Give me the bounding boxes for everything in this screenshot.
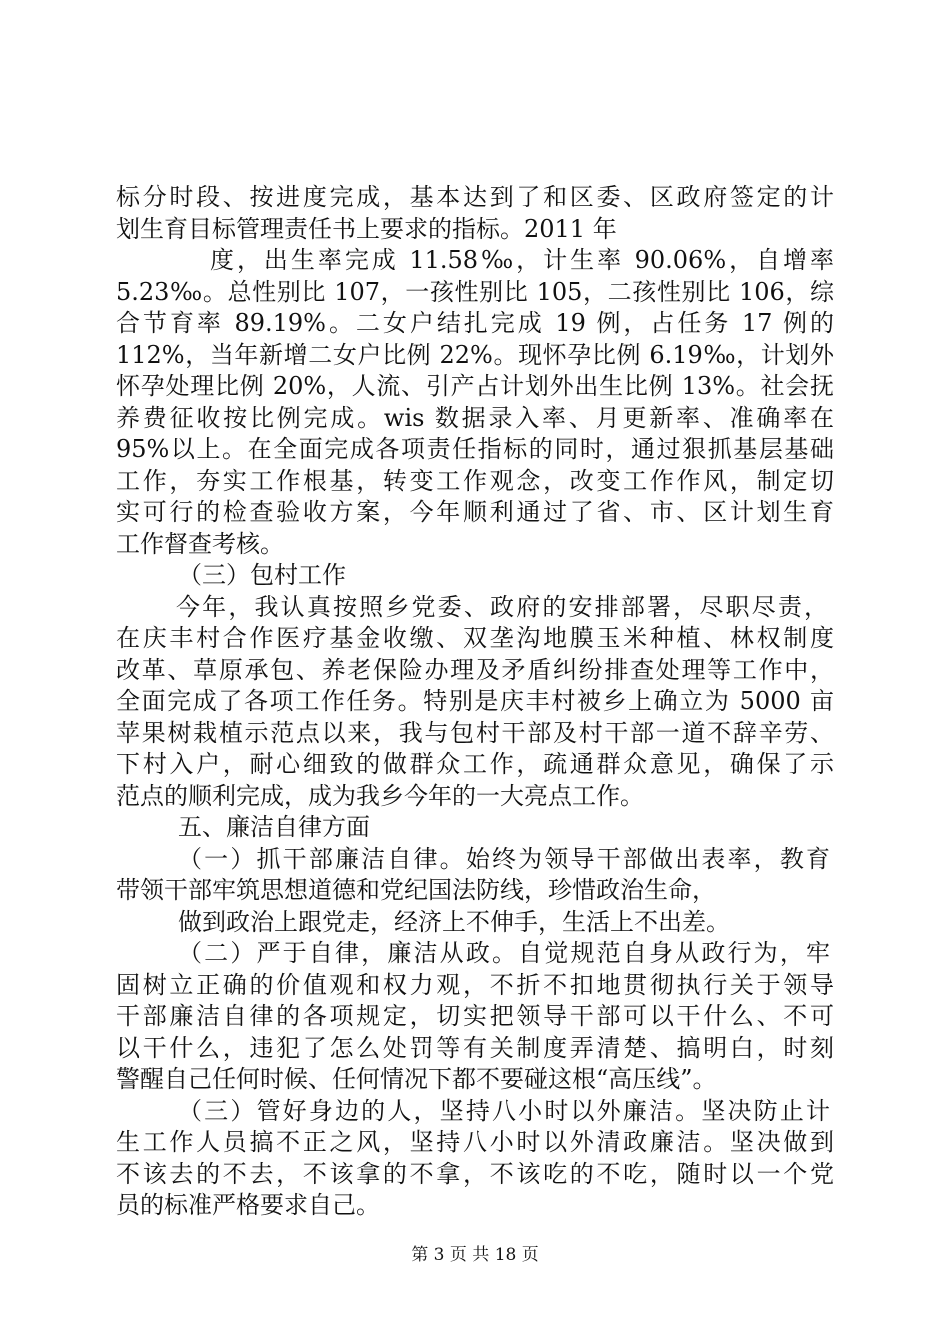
text-line — [0, 308, 950, 340]
text-line — [0, 1033, 950, 1065]
text-line-content: 做到政治上跟党走，经济上不伸手，生活上不出差。 — [178, 908, 730, 936]
text-line-content: 改革、草原承包、养老保险办理及矛盾纠纷排查处理等工作中， — [116, 656, 834, 684]
text-line-content: 在庆丰村合作医疗基金收缴、双垄沟地膜玉米种植、林权制度 — [116, 624, 834, 652]
text-line-content: 范点的顺利完成，成为我乡今年的一大亮点工作。 — [116, 782, 644, 810]
text-line — [0, 497, 950, 529]
text-line — [0, 1001, 950, 1033]
text-line-content: 警醒自己任何时候、任何情况下都不要碰这根“高压线”。 — [116, 1065, 717, 1093]
text-line-content: 带领干部牢筑思想道德和党纪国法防线，珍惜政治生命， — [116, 876, 716, 904]
section-heading — [0, 812, 950, 844]
text-line — [0, 245, 950, 277]
text-line — [0, 277, 950, 309]
text-line — [0, 781, 950, 813]
text-line — [0, 686, 950, 718]
text-line-content: 以干什么，违犯了怎么处罚等有关制度弄清楚、搞明白，时刻 — [116, 1034, 834, 1062]
text-line — [0, 623, 950, 655]
text-line — [0, 875, 950, 907]
text-line — [0, 1096, 950, 1128]
text-line-content: 95%以上。在全面完成各项责任指标的同时，通过狠抓基层基础 — [116, 435, 834, 463]
text-line-content: 划生育目标管理责任书上要求的指标。2011 年 — [116, 215, 617, 243]
text-line-content: 实可行的检查验收方案，今年顺利通过了省、市、区计划生育 — [116, 498, 834, 526]
text-line-content: 全面完成了各项工作任务。特别是庆丰村被乡上确立为 5000 亩 — [116, 687, 834, 715]
section-heading — [0, 560, 950, 592]
text-line — [0, 466, 950, 498]
text-line-content: 下村入户，耐心细致的做群众工作，疏通群众意见，确保了示 — [116, 750, 834, 778]
text-line — [0, 970, 950, 1002]
text-line-content: （二）严于自律，廉洁从政。自觉规范自身从政行为，牢 — [178, 939, 830, 967]
text-line-content: 合节育率 89.19%。二女户结扎完成 19 例，占任务 17 例的 — [116, 309, 834, 337]
text-line-content: 标分时段、按进度完成，基本达到了和区委、区政府签定的计 — [116, 183, 834, 211]
text-line — [0, 592, 950, 624]
text-line-content: （一）抓干部廉洁自律。始终为领导干部做出表率，教育 — [178, 845, 830, 873]
text-line — [0, 907, 950, 939]
text-line — [0, 938, 950, 970]
text-line — [0, 718, 950, 750]
text-line — [0, 1159, 950, 1191]
text-line-content: （三）管好身边的人，坚持八小时以外廉洁。坚决防止计 — [178, 1097, 830, 1125]
text-line-content: 五、廉洁自律方面 — [178, 813, 370, 841]
text-line-content: 工作，夯实工作根基，转变工作观念，改变工作作风，制定切 — [116, 467, 834, 495]
text-line-content: 不该去的不去，不该拿的不拿，不该吃的不吃，随时以一个党 — [116, 1160, 834, 1188]
page-number: 第 3 页 共 18 页 — [411, 1245, 539, 1265]
text-line — [0, 340, 950, 372]
text-line — [0, 529, 950, 561]
text-line-content: 苹果树栽植示范点以来，我与包村干部及村干部一道不辞辛劳、 — [116, 719, 834, 747]
text-line — [0, 214, 950, 246]
text-line — [0, 403, 950, 435]
text-line-content: 干部廉洁自律的各项规定，切实把领导干部可以干什么、不可 — [116, 1002, 834, 1030]
text-line-content: 5.23‰。总性别比 107，一孩性别比 105，二孩性别比 106，综 — [116, 278, 834, 306]
text-line-content: 度，出生率完成 11.58‰，计生率 90.06%，自增率 — [210, 246, 834, 274]
text-line-content: 生工作人员搞不正之风，坚持八小时以外清政廉洁。坚决做到 — [116, 1128, 834, 1156]
text-line — [0, 655, 950, 687]
text-line — [0, 182, 950, 214]
text-line-content: 怀孕处理比例 20%，人流、引产占计划外出生比例 13%。社会抚 — [116, 372, 834, 400]
text-line-content: 工作督查考核。 — [116, 530, 284, 558]
text-line-content: 固树立正确的价值观和权力观，不折不扣地贯彻执行关于领导 — [116, 971, 834, 999]
text-line — [0, 844, 950, 876]
text-line-content: 养费征收按比例完成。wis 数据录入率、月更新率、准确率在 — [116, 404, 834, 432]
text-line — [0, 1190, 950, 1222]
text-line-content: 员的标准严格要求自己。 — [116, 1191, 380, 1219]
text-line — [0, 749, 950, 781]
text-line-content: （三）包村工作 — [178, 561, 346, 589]
text-line — [0, 434, 950, 466]
text-line — [0, 1127, 950, 1159]
text-line — [0, 1064, 950, 1096]
text-line-content: 今年，我认真按照乡党委、政府的安排部署，尽职尽责， — [176, 593, 828, 621]
text-line — [0, 371, 950, 403]
text-line-content: 112%，当年新增二女户比例 22%。现怀孕比例 6.19‰，计划外 — [116, 341, 834, 369]
